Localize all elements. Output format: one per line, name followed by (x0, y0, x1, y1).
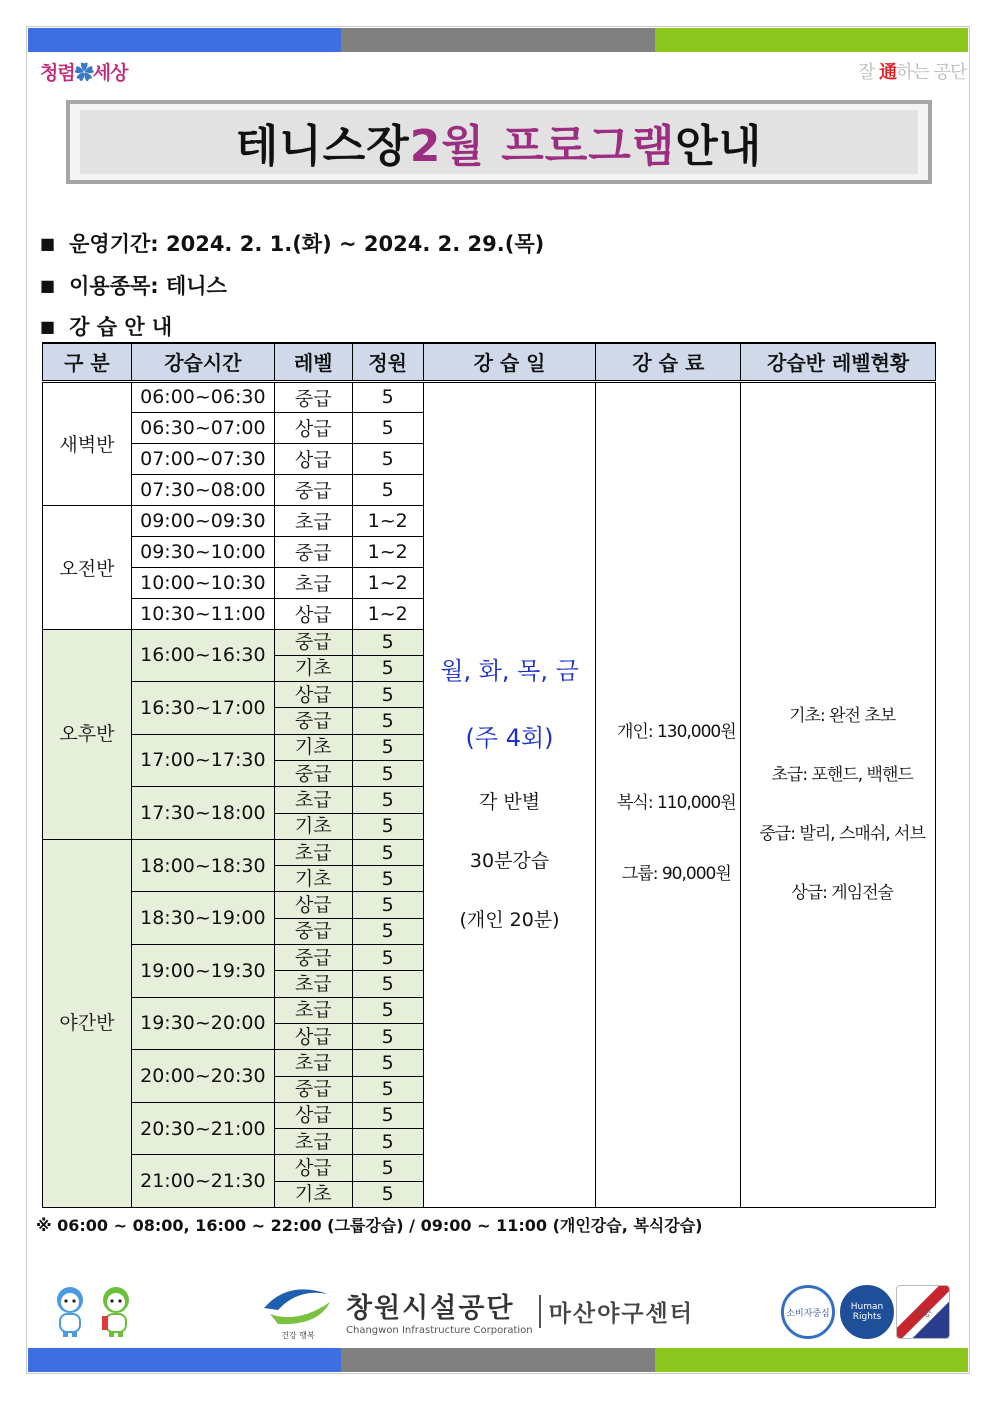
header-level: 레벨 (274, 343, 352, 381)
center-name: 마산야구센터 (539, 1295, 694, 1328)
table-row: 07:30~08:00 중급 5 (43, 474, 936, 505)
info-sport: ■ 이용종목: 테니스 (40, 274, 227, 298)
mascot-green-icon (96, 1284, 136, 1338)
bottom-color-bar (28, 1348, 968, 1372)
table-row: 새벽반 06:00~06:30 중급 5 월, 화, 목, 금 (주 4회) 각 반별 30분강습 (개인 20분) 개인: 130,000원 복식: 110,000원 그룹: 90,000원 기초: 완전 초보 초급: 포핸드, 백핸드 중급: 발리, 스매쉬, 서브 상급: 게임전술 (43, 381, 936, 412)
table-row: 오후반 16:00~16:30 중급 5 (43, 629, 936, 655)
header-fee: 강 습 료 (596, 343, 741, 381)
table-row: 10:00~10:30 초급 1~2 (43, 567, 936, 598)
table-row: 17:30~18:00 초급 5 (43, 787, 936, 813)
header-category: 구 분 (43, 343, 132, 381)
top-color-bar (28, 28, 968, 52)
organization-logo (258, 1280, 694, 1342)
schedule-table (42, 342, 936, 1208)
table-row: 중급 5 (43, 1076, 936, 1102)
table-row: 중급 5 (43, 760, 936, 786)
table-row: 야간반 18:00~18:30 초급 5 (43, 839, 936, 865)
header-level-status: 강습반 레벨현황 (741, 343, 936, 381)
header-days: 강 습 일 (423, 343, 596, 381)
table-row: 중급 5 (43, 918, 936, 944)
table-row: 초급 5 (43, 971, 936, 997)
table-row: 기초 5 (43, 813, 936, 839)
table-row: 17:00~17:30 기초 5 (43, 734, 936, 760)
title-box (66, 100, 932, 184)
table-row: 중급 5 (43, 708, 936, 734)
page-title: 테니스장 2월 프로그램 안내 (80, 110, 918, 174)
info-period: ■ 운영기간: 2024. 2. 1.(화) ~ 2024. 2. 29.(목) (40, 232, 545, 256)
info-lesson: ■ 강 습 안 내 (40, 315, 173, 339)
table-row: 20:30~21:00 상급 5 (43, 1102, 936, 1128)
table-row: 초급 5 (43, 1129, 936, 1155)
integrity-logo: 청렴✿세상 (40, 62, 128, 84)
emblem-icon (258, 1280, 338, 1342)
consumer-badge-icon: 소비자중심 (781, 1285, 835, 1339)
table-row: 16:30~17:00 상급 5 (43, 682, 936, 708)
table-row: 기초 5 (43, 655, 936, 681)
org-name-en: Changwon Infrastructure Corporation (346, 1325, 533, 1336)
table-row: 상급 5 (43, 1023, 936, 1049)
fee-cell: 개인: 130,000원 복식: 110,000원 그룹: 90,000원 (596, 381, 741, 1208)
table-header (43, 343, 936, 381)
table-row: 07:00~07:30 상급 5 (43, 443, 936, 474)
org-name: 창원시설공단 (346, 1293, 515, 1324)
table-row: 20:00~20:30 초급 5 (43, 1050, 936, 1076)
table-row: 19:30~20:00 초급 5 (43, 997, 936, 1023)
group-night: 야간반 (43, 839, 132, 1207)
human-rights-badge-icon: Human Rights (840, 1285, 894, 1339)
table-row: 10:30~11:00 상급 1~2 (43, 598, 936, 629)
table-row: 오전반 09:00~09:30 초급 1~2 (43, 505, 936, 536)
certification-badge-icon: 인증 (896, 1285, 950, 1339)
table-row: 19:00~19:30 중급 5 (43, 945, 936, 971)
schedule-note: ※ 06:00 ~ 08:00, 16:00 ~ 22:00 (그룹강습) / 09:00 ~ 11:00 (개인강습, 복식강습) (36, 1216, 703, 1235)
days-cell: 월, 화, 목, 금 (주 4회) 각 반별 30분강습 (개인 20분) (423, 381, 596, 1208)
header-time: 강습시간 (131, 343, 274, 381)
group-dawn: 새벽반 (43, 381, 132, 505)
table-row: 09:30~10:00 중급 1~2 (43, 536, 936, 567)
group-morning: 오전반 (43, 505, 132, 629)
level-status-cell: 기초: 완전 초보 초급: 포핸드, 백핸드 중급: 발리, 스매쉬, 서브 상급: 게임전술 (741, 381, 936, 1208)
slogan-logo: 잘 通하는 공단 (858, 62, 967, 83)
table-row: 기초 5 (43, 866, 936, 892)
table-row: 06:30~07:00 상급 5 (43, 412, 936, 443)
mascot-blue-icon (50, 1284, 90, 1338)
table-row: 18:30~19:00 상급 5 (43, 892, 936, 918)
svg-text:건강 행복: 건강 행복 (281, 1331, 315, 1340)
table-row: 기초 5 (43, 1181, 936, 1207)
header-capacity: 정원 (352, 343, 423, 381)
table-row: 21:00~21:30 상급 5 (43, 1155, 936, 1181)
group-afternoon: 오후반 (43, 629, 132, 839)
